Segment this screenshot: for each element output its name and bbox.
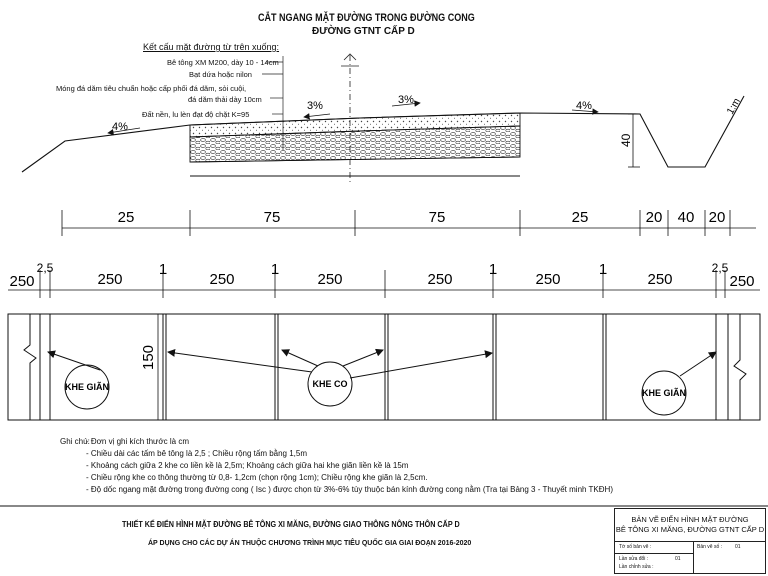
cross-dimension-labels	[118, 209, 726, 226]
dim-cross-6: 40	[677, 209, 695, 226]
note-4: - Chiều rộng khe co thông thường từ 0,8- 1,2cm (chọn rộng 1cm); Chiều rộng khe giãn là 2,5cm.	[86, 473, 428, 482]
dim-plan-1: 250	[9, 273, 35, 290]
title-block-name-line2: BÊ TÔNG XI MĂNG, ĐƯỜNG GTNT CẤP D	[615, 525, 765, 534]
footer-title: THIẾT KẾ ĐIỂN HÌNH MẶT ĐƯỜNG BÊ TÔNG XI MĂNG, ĐƯỜNG GIAO THÔNG NÔNG THÔN CẤP D	[122, 520, 460, 529]
dim-plan-11: 1	[598, 261, 608, 278]
drawing-no-value: 01	[735, 544, 741, 550]
layer-label-subgrade: Đất nền, lu lèn đạt độ chặt K=95	[142, 110, 250, 119]
dim-cross-1: 25	[117, 209, 135, 226]
slope-ditch: 1:m	[725, 96, 743, 117]
note-5: - Độ dốc ngang mặt đường trong đường cong ( Isc ) được chọn từ 3%-6% tùy thuộc bán kính đường cong nằm (Tra tại Bảng 3 - Thuyết minh TKĐH)	[86, 485, 613, 494]
title-block-name-line1: BẢN VẼ ĐIỂN HÌNH MẶT ĐƯỜNG	[631, 515, 749, 524]
note-3: - Khoảng cách giữa 2 khe co liền kề là 2,5m; Khoảng cách giữa hai khe giãn liền kề là 15m	[86, 461, 409, 470]
drawing-title: CẮT NGANG MẶT ĐƯỜNG TRONG ĐƯỜNG CONG	[258, 12, 475, 24]
slope-right-lane: 3%	[398, 94, 414, 106]
dim-cross-4: 25	[571, 209, 589, 226]
dim-cross-3: 75	[428, 209, 446, 226]
dim-plan-13: 2,5	[711, 261, 729, 275]
dim-plan-14: 250	[729, 273, 755, 290]
layer-label-base-1: Móng đá dăm tiêu chuẩn hoặc cấp phối đá dăm, sỏi cuội,	[56, 84, 247, 93]
contraction-joint-label: KHE CO	[312, 379, 348, 389]
slab-width-label: 150	[140, 344, 157, 370]
revision-value: 01	[675, 556, 681, 562]
title-block-row-divider	[615, 553, 693, 554]
expansion-joint-label-right: KHE GIÃN	[641, 388, 687, 398]
title-block-name	[615, 509, 765, 542]
structure-heading: Kết cấu mặt đường từ trên xuống:	[143, 42, 280, 52]
title-block-divider	[693, 541, 694, 573]
footer-subtitle: ÁP DỤNG CHO CÁC DỰ ÁN THUỘC CHƯƠNG TRÌNH MỤC TIÊU QUỐC GIA GIAI ĐOẠN 2016-2020	[148, 540, 472, 547]
plan-dimension-labels	[9, 261, 754, 290]
dim-cross-5: 20	[645, 209, 663, 226]
layer-label-base-2: đá dăm thải dày 10cm	[188, 95, 262, 104]
dim-plan-9: 1	[488, 261, 498, 278]
dim-plan-5: 250	[209, 271, 235, 288]
revision-label: Lần sửa đổi :	[619, 556, 649, 562]
dim-plan-12: 250	[647, 271, 673, 288]
ditch-depth-label: 40	[619, 133, 633, 147]
dim-plan-2: 2,5	[36, 261, 54, 275]
slope-left-shoulder: 4%	[112, 121, 128, 133]
slope-left-lane: 3%	[307, 100, 323, 112]
dim-plan-4: 1	[158, 261, 168, 278]
dim-plan-7: 250	[317, 271, 343, 288]
notes-heading: Ghi chú:	[60, 437, 90, 446]
note-2: - Chiều dài các tấm bê tông là 2,5 ; Chiều rộng tấm bằng 1,5m	[86, 449, 308, 458]
dim-plan-6: 1	[270, 261, 280, 278]
layer-label-concrete: Bê tông XM M200, dày 10 - 14cm	[167, 58, 279, 67]
dim-plan-8: 250	[427, 271, 453, 288]
note-1: - Đơn vị ghi kích thước là cm	[86, 437, 189, 446]
sheet-no-label: Tờ số bản vẽ :	[619, 544, 652, 550]
drawing-no-label: Bản vẽ số :	[697, 544, 723, 550]
drawing-subtitle: ĐƯỜNG GTNT CẤP D	[312, 26, 415, 37]
check-label: Lần chỉnh sửa :	[619, 564, 654, 570]
dim-plan-3: 250	[97, 271, 123, 288]
dim-cross-2: 75	[263, 209, 281, 226]
title-block	[614, 508, 766, 574]
layer-label-membrane: Bạt dứa hoặc nilon	[189, 70, 252, 79]
expansion-joint-label-left: KHE GIÃN	[64, 382, 110, 392]
dim-cross-7: 20	[708, 209, 726, 226]
dim-plan-10: 250	[535, 271, 561, 288]
slope-right-shoulder: 4%	[576, 100, 592, 112]
